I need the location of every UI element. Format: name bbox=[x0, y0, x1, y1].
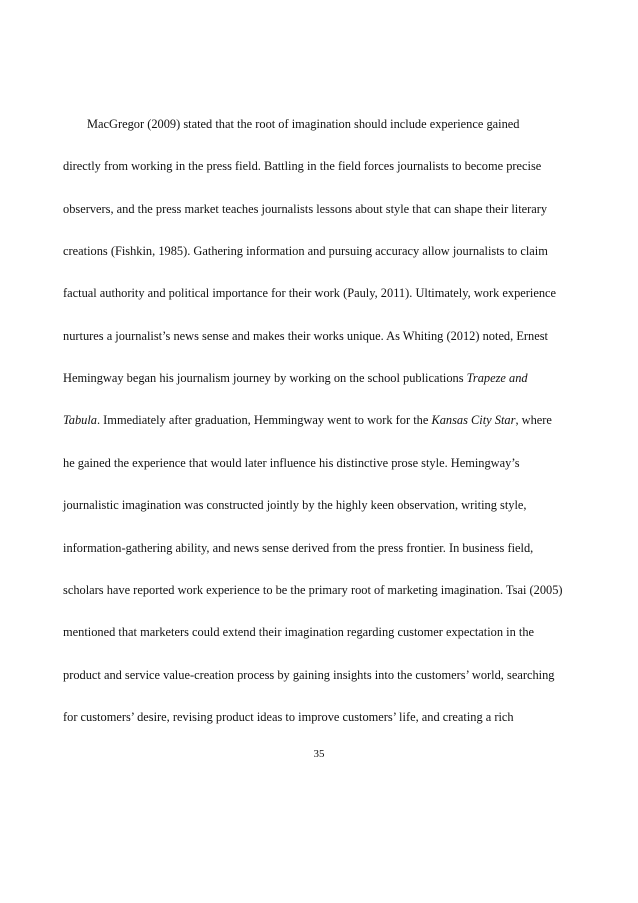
text-segment: information-gathering ability, and news sense derived from the press frontier. In business field, bbox=[63, 540, 534, 555]
page-number: 35 bbox=[313, 748, 325, 760]
text-line bbox=[87, 116, 520, 132]
text-segment: factual authority and political importance for their work (Pauly, 2011). Ultimately, work experience bbox=[63, 286, 557, 301]
text-segment: creations (Fishkin, 1985). Gathering information and pursuing accuracy allow journalists to claim bbox=[63, 244, 548, 259]
text-line bbox=[63, 285, 556, 301]
italic-text-segment: Tabula bbox=[63, 413, 97, 428]
text-line bbox=[63, 412, 552, 428]
text-segment: Hemingway began his journalism journey by working on the school publications bbox=[63, 371, 467, 386]
text-line bbox=[63, 667, 554, 683]
text-line bbox=[63, 582, 563, 598]
text-segment: scholars have reported work experience to be the primary root of marketing imagination. Tsai (2005) bbox=[63, 582, 563, 597]
text-segment: he gained the experience that would later influence his distinctive prose style. Hemingway’s bbox=[63, 455, 520, 470]
text-segment: mentioned that marketers could extend their imagination regarding customer expectation in the bbox=[63, 625, 535, 640]
text-segment: , where bbox=[515, 413, 552, 428]
text-line bbox=[63, 243, 548, 259]
text-line bbox=[63, 455, 520, 471]
text-segment: MacGregor (2009) stated that the root of imagination should include experience gained bbox=[87, 117, 520, 131]
text-line bbox=[63, 709, 514, 725]
text-segment: observers, and the press market teaches journalists lessons about style that can shape their literary bbox=[63, 201, 548, 216]
text-segment: journalistic imagination was constructed jointly by the highly keen observation, writing style, bbox=[63, 498, 527, 513]
text-segment: directly from working in the press field. Battling in the field forces journalists to become precise bbox=[63, 159, 542, 174]
text-segment: nurtures a journalist’s news sense and makes their works unique. As Whiting (2012) noted, Ernest bbox=[63, 328, 548, 343]
text-line bbox=[63, 201, 547, 217]
text-line bbox=[63, 497, 527, 513]
text-segment: product and service value-creation process by gaining insights into the customers’ world, searching bbox=[63, 667, 555, 682]
text-segment: . Immediately after graduation, Hemmingway went to work for the bbox=[96, 413, 432, 428]
text-line bbox=[63, 540, 533, 556]
text-line bbox=[63, 370, 528, 386]
text-segment: for customers’ desire, revising product ideas to improve customers’ life, and creating a rich bbox=[63, 709, 514, 724]
italic-text-segment: Trapeze and bbox=[466, 371, 528, 386]
text-line bbox=[63, 328, 548, 344]
text-line bbox=[63, 624, 534, 640]
text-line bbox=[63, 158, 541, 174]
italic-text-segment: Kansas City Star bbox=[431, 413, 516, 428]
